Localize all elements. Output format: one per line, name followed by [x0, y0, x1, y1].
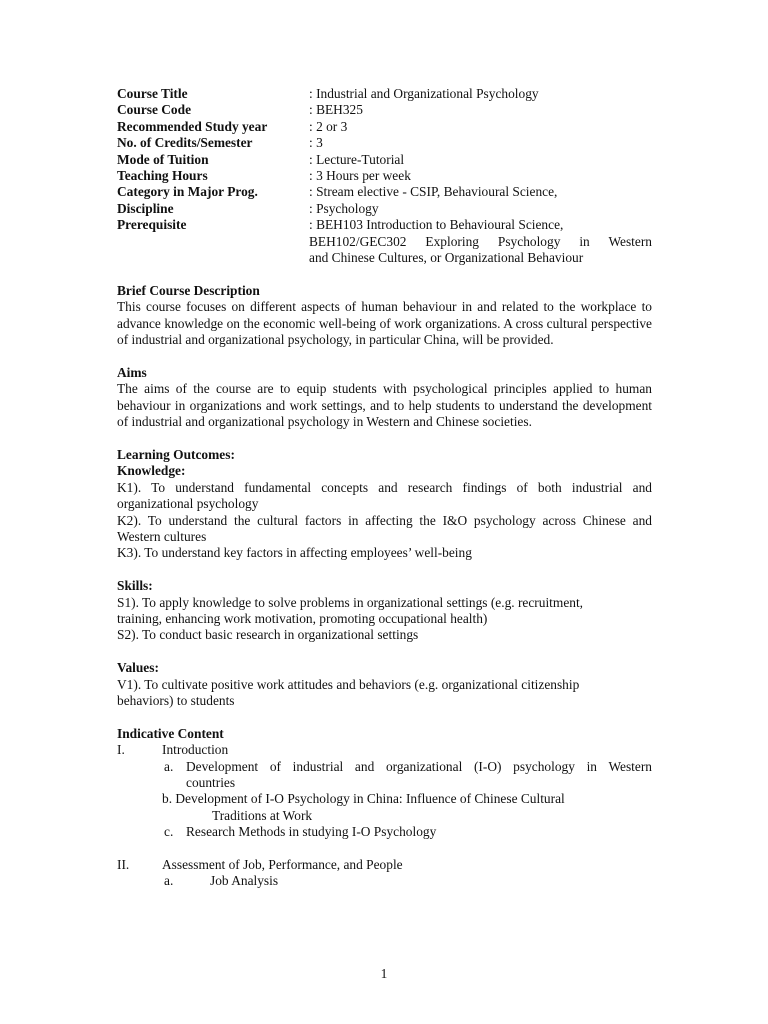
info-label: Course Title — [117, 86, 188, 101]
aims-heading: Aims — [117, 364, 147, 380]
subitem-letter: c. — [164, 824, 174, 840]
info-value: : BEH103 Introduction to Behavioural Science, — [309, 217, 564, 233]
page-number: 1 — [380, 966, 388, 981]
subitem-continuation: Traditions at Work — [212, 807, 313, 823]
aims-section — [117, 365, 652, 431]
prerequisite-continuation-line: BEH102/GEC302 Exploring Psychology in Western — [309, 233, 652, 249]
section-title: Assessment of Job, Performance, and People — [162, 856, 403, 872]
subitem-text: Research Methods in studying I-O Psychology — [186, 824, 437, 840]
info-label: Teaching Hours — [117, 168, 208, 184]
info-row-category — [117, 184, 652, 200]
learning-outcomes-heading: Learning Outcomes: — [117, 446, 235, 462]
info-row-prerequisite — [117, 217, 652, 233]
learning-outcomes-section — [117, 447, 652, 709]
info-row-study-year — [117, 119, 652, 135]
info-value: : Psychology — [309, 200, 379, 216]
section-numeral: II. — [117, 856, 130, 872]
values-line: V1). To cultivate positive work attitudes and behaviors (e.g. organizational citizenship — [117, 676, 580, 692]
subitem-text: b. Development of I-O Psychology in China: Influence of Chinese Cultural — [162, 791, 565, 807]
info-value: : 3 Hours per week — [309, 168, 411, 184]
info-row-mode-of-tuition — [117, 152, 652, 168]
content-section-row — [117, 742, 652, 758]
info-label: Course Code — [117, 102, 192, 118]
info-row-course-title — [117, 86, 652, 102]
info-value: : BEH325 — [309, 102, 363, 118]
info-value: : Industrial and Organizational Psychology — [309, 86, 539, 101]
subitem-letter: a. — [164, 873, 174, 889]
indicative-content-heading: Indicative Content — [117, 725, 224, 741]
info-label: Category in Major Prog. — [117, 184, 258, 200]
info-row-discipline — [117, 201, 652, 217]
brief-description-section — [117, 283, 652, 349]
indicative-content-section — [117, 726, 652, 890]
aims-text: The aims of the course are to equip students with psychological principles applied to human behaviour in organizations and work settings, and to help students to understand the development of industrial and organizational psychology in Western and Chinese societies. — [117, 381, 652, 430]
subitem-continuation: countries — [186, 774, 236, 790]
info-value: : Stream elective - CSIP, Behavioural Science, — [309, 184, 558, 200]
skills-line: S2). To conduct basic research in organizational settings — [117, 627, 419, 643]
info-label: Prerequisite — [117, 217, 187, 233]
knowledge-item: K1). To understand fundamental concepts and research findings of both industrial and organizational psychology — [117, 479, 652, 512]
knowledge-heading: Knowledge: — [117, 463, 186, 479]
info-value: : 3 — [309, 135, 323, 151]
section-numeral: I. — [117, 742, 125, 758]
info-label: Mode of Tuition — [117, 151, 209, 167]
content-section-row — [117, 857, 652, 873]
skills-line: training, enhancing work motivation, promoting occupational health) — [117, 610, 488, 626]
content-subitem — [162, 759, 652, 775]
values-line: behaviors) to students — [117, 692, 235, 708]
info-label: Recommended Study year — [117, 118, 268, 134]
info-label: Discipline — [117, 200, 174, 216]
content-subitem — [162, 824, 652, 840]
info-row-credits — [117, 135, 652, 151]
knowledge-item: K3). To understand key factors in affecting employees’ well-being — [117, 545, 472, 561]
prerequisite-continuation-line: and Chinese Cultures, or Organizational Behaviour — [309, 250, 584, 266]
subitem-text: Job Analysis — [210, 873, 279, 889]
course-info-table — [117, 86, 652, 266]
info-row-course-code — [117, 102, 652, 118]
info-label: No. of Credits/Semester — [117, 135, 253, 151]
values-heading: Values: — [117, 660, 159, 676]
skills-line: S1). To apply knowledge to solve problems in organizational settings (e.g. recruitment, — [117, 594, 584, 610]
info-value: : 2 or 3 — [309, 118, 348, 134]
subitem-letter: a. — [164, 758, 174, 774]
section-title: Introduction — [162, 742, 229, 758]
skills-heading: Skills: — [117, 578, 153, 594]
subitem-text: Development of industrial and organizational (I-O) psychology in Western — [186, 758, 652, 774]
knowledge-item: K2). To understand the cultural factors in affecting the I&O psychology across Chinese and Western cultures — [117, 512, 652, 544]
course-outline — [117, 86, 652, 890]
content-subitem — [162, 873, 652, 889]
info-row-teaching-hours — [117, 168, 652, 184]
info-value: : Lecture-Tutorial — [309, 151, 405, 167]
brief-description-text: This course focuses on different aspects of human behaviour in and related to the workplace to advance knowledge on the economic well-being of work organizations. A cross cultural perspective of industrial and organizational psychology, in particular China, will be provided. — [117, 299, 652, 348]
brief-description-heading: Brief Course Description — [117, 282, 260, 298]
